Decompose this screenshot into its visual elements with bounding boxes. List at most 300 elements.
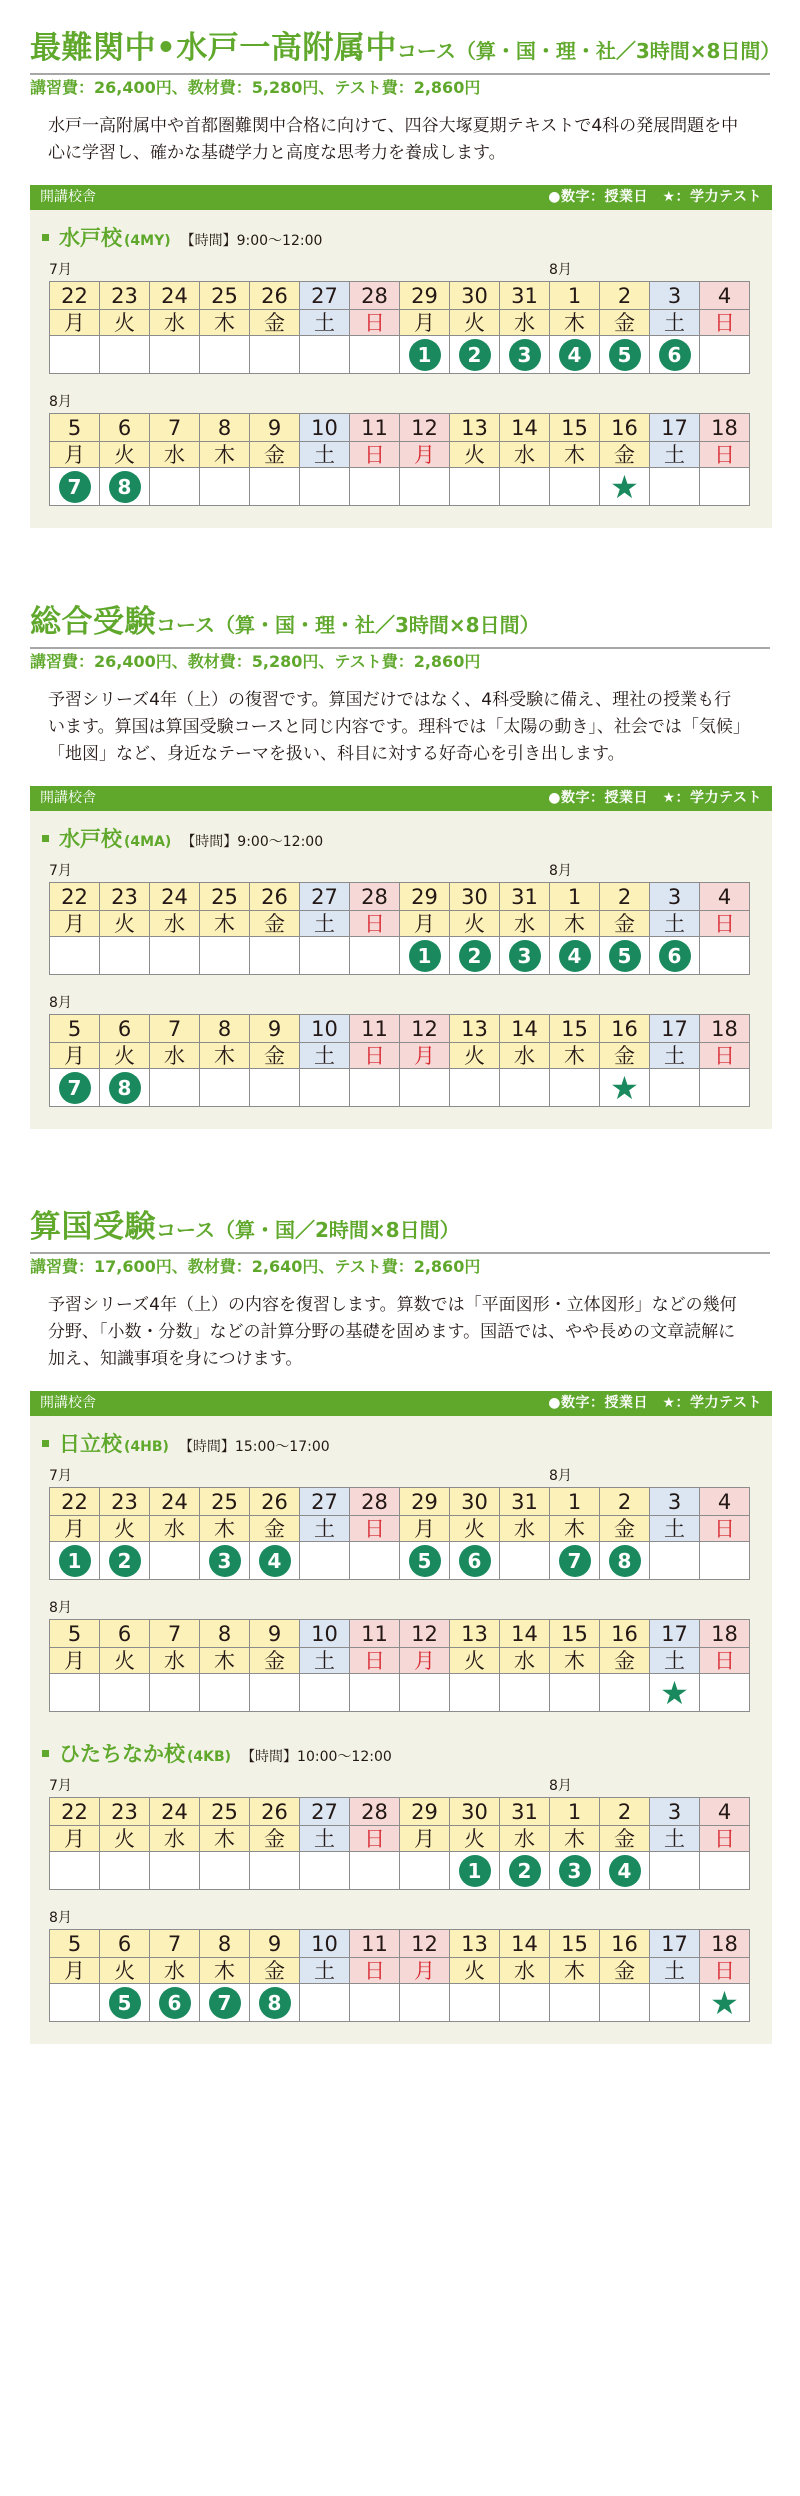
mark-cell	[250, 937, 300, 975]
school-bullet-icon	[42, 1440, 49, 1447]
weekday-cell: 土	[300, 1516, 350, 1542]
mark-cell	[50, 1852, 100, 1890]
month-labels	[49, 392, 772, 413]
calendar-table	[49, 1487, 750, 1580]
school-name: 水戸校	[59, 827, 122, 851]
calendar-table	[49, 1929, 750, 2022]
mark-cell	[200, 336, 250, 374]
mark-cell	[500, 1852, 550, 1890]
month-labels	[49, 861, 772, 882]
date-cell: 28	[350, 1488, 400, 1516]
month-label-august: 8月	[549, 1778, 572, 1794]
mark-cell	[550, 1674, 600, 1712]
date-cell: 29	[400, 1798, 450, 1826]
weekday-row	[50, 1516, 750, 1542]
mark-cell	[350, 468, 400, 506]
class-day-number: 1	[409, 339, 441, 371]
weekday-cell: 火	[100, 1826, 150, 1852]
date-cell: 1	[550, 883, 600, 911]
school-header	[42, 222, 772, 252]
mark-cell	[600, 336, 650, 374]
date-cell: 9	[250, 1620, 300, 1648]
mark-cell	[150, 1852, 200, 1890]
mark-cell	[450, 1069, 500, 1107]
weekday-cell: 水	[150, 1648, 200, 1674]
mark-cell	[100, 336, 150, 374]
calendar-block	[49, 392, 772, 506]
school-header	[42, 1428, 772, 1458]
mark-cell	[600, 1674, 650, 1712]
weekday-cell: 金	[250, 1958, 300, 1984]
date-cell: 29	[400, 282, 450, 310]
weekday-cell: 土	[300, 310, 350, 336]
weekday-cell: 日	[700, 1516, 750, 1542]
weekday-cell: 水	[150, 1826, 200, 1852]
school-hours: 【時間】10:00～12:00	[241, 1749, 392, 1765]
date-cell: 18	[700, 414, 750, 442]
test-star-icon: ★	[610, 1068, 639, 1107]
class-day-number: 1	[409, 940, 441, 972]
mark-cell	[700, 1542, 750, 1580]
weekday-cell: 木	[200, 1516, 250, 1542]
calendar-block	[49, 1908, 772, 2022]
calendar-block	[49, 993, 772, 1107]
panel-label: 開講校舎	[40, 189, 96, 205]
date-cell: 27	[300, 1488, 350, 1516]
weekday-cell: 土	[650, 442, 700, 468]
class-day-number: 5	[109, 1987, 141, 2019]
date-cell: 12	[400, 1620, 450, 1648]
date-cell: 17	[650, 1620, 700, 1648]
mark-cell	[250, 1674, 300, 1712]
mark-cell	[300, 1069, 350, 1107]
weekday-cell: 水	[150, 911, 200, 937]
page	[0, 28, 800, 2044]
weekday-cell: 土	[300, 1648, 350, 1674]
school-hours: 【時間】9:00～12:00	[181, 834, 324, 850]
date-cell: 2	[600, 883, 650, 911]
date-cell: 29	[400, 883, 450, 911]
legend: ●数字：授業日 ★：学力テスト	[548, 1395, 762, 1411]
mark-cell	[50, 1674, 100, 1712]
weekday-cell: 水	[500, 1043, 550, 1069]
weekday-cell: 火	[450, 1826, 500, 1852]
weekday-cell: 月	[400, 1826, 450, 1852]
date-cell: 25	[200, 883, 250, 911]
date-cell: 13	[450, 1015, 500, 1043]
date-row	[50, 1015, 750, 1043]
calendar-table	[49, 1014, 750, 1107]
date-cell: 3	[650, 883, 700, 911]
course-description: 予習シリーズ4年（上）の復習です。算国だけではなく、4科受験に備え、理社の授業も行います。算国は算国受験コースと同じ内容です。理科では「太陽の動き」、社会では「気候」「地図」など、身近なテーマを扱い、科目に対する好奇心を引き出します。	[48, 690, 742, 764]
course-title-sub: コース（算・国・理・社／3時間×8日間）	[156, 613, 540, 637]
weekday-cell: 土	[650, 911, 700, 937]
mark-row	[50, 336, 750, 374]
date-cell: 9	[250, 414, 300, 442]
weekday-cell: 木	[200, 1043, 250, 1069]
class-day-number: 8	[259, 1987, 291, 2019]
date-cell: 14	[500, 414, 550, 442]
mark-cell	[200, 937, 250, 975]
mark-cell	[500, 468, 550, 506]
weekday-cell: 土	[650, 1958, 700, 1984]
date-cell: 25	[200, 1488, 250, 1516]
weekday-cell: 水	[500, 1958, 550, 1984]
mark-cell	[250, 1852, 300, 1890]
mark-cell	[200, 468, 250, 506]
school-name: 水戸校	[59, 226, 122, 250]
mark-cell	[300, 1542, 350, 1580]
date-cell: 17	[650, 1930, 700, 1958]
mark-cell	[250, 1069, 300, 1107]
date-cell: 28	[350, 883, 400, 911]
date-cell: 28	[350, 282, 400, 310]
date-cell: 17	[650, 1015, 700, 1043]
mark-cell	[200, 1542, 250, 1580]
month-labels	[49, 260, 772, 281]
weekday-cell: 木	[550, 1516, 600, 1542]
weekday-cell: 日	[350, 1516, 400, 1542]
mark-cell	[600, 1542, 650, 1580]
date-row	[50, 1930, 750, 1958]
weekday-cell: 木	[200, 442, 250, 468]
weekday-cell: 日	[350, 1648, 400, 1674]
weekday-cell: 金	[600, 1516, 650, 1542]
date-cell: 6	[100, 414, 150, 442]
date-cell: 3	[650, 1798, 700, 1826]
weekday-cell: 月	[50, 1516, 100, 1542]
date-cell: 5	[50, 1930, 100, 1958]
date-cell: 18	[700, 1620, 750, 1648]
date-cell: 15	[550, 1620, 600, 1648]
date-row	[50, 883, 750, 911]
weekday-cell: 土	[650, 1516, 700, 1542]
date-row	[50, 414, 750, 442]
weekday-cell: 金	[600, 1043, 650, 1069]
weekday-cell: 水	[150, 310, 200, 336]
school-hours: 【時間】15:00～17:00	[178, 1439, 330, 1455]
date-cell: 12	[400, 1930, 450, 1958]
date-cell: 9	[250, 1015, 300, 1043]
weekday-cell: 金	[600, 1958, 650, 1984]
weekday-cell: 日	[700, 1043, 750, 1069]
calendar-block	[49, 1776, 772, 1890]
mark-cell	[600, 1852, 650, 1890]
mark-cell	[150, 1542, 200, 1580]
course-title	[30, 602, 770, 645]
date-cell: 26	[250, 1488, 300, 1516]
date-cell: 8	[200, 1930, 250, 1958]
weekday-cell: 日	[350, 310, 400, 336]
date-cell: 30	[450, 282, 500, 310]
schedule-panel	[30, 185, 772, 528]
mark-cell	[300, 937, 350, 975]
weekday-cell: 火	[100, 911, 150, 937]
date-cell: 18	[700, 1015, 750, 1043]
weekday-cell: 火	[100, 442, 150, 468]
school-name: ひたちなか校	[59, 1742, 185, 1766]
weekday-cell: 日	[700, 310, 750, 336]
date-cell: 2	[600, 1798, 650, 1826]
weekday-cell: 日	[700, 911, 750, 937]
weekday-cell: 土	[650, 1043, 700, 1069]
weekday-cell: 日	[350, 1043, 400, 1069]
month-label-august: 8月	[549, 262, 572, 278]
class-day-number: 4	[259, 1545, 291, 1577]
month-label-august: 8月	[49, 1910, 72, 1926]
mark-cell	[500, 1984, 550, 2022]
date-cell: 14	[500, 1930, 550, 1958]
mark-cell	[550, 336, 600, 374]
weekday-cell: 火	[450, 310, 500, 336]
month-labels	[49, 1598, 772, 1619]
mark-cell	[450, 468, 500, 506]
weekday-cell: 火	[450, 442, 500, 468]
date-cell: 4	[700, 1798, 750, 1826]
mark-cell	[300, 1674, 350, 1712]
course-fees: 講習費：26,400円、教材費：5,280円、テスト費：2,860円	[30, 652, 481, 671]
date-cell: 6	[100, 1015, 150, 1043]
panel-label: 開講校舎	[40, 1395, 96, 1411]
mark-cell	[400, 468, 450, 506]
date-cell: 16	[600, 1930, 650, 1958]
date-cell: 1	[550, 1488, 600, 1516]
mark-cell	[150, 1069, 200, 1107]
mark-row	[50, 1852, 750, 1890]
panel-header	[30, 1391, 772, 1416]
calendar-table	[49, 1797, 750, 1890]
date-row	[50, 1488, 750, 1516]
mark-cell	[300, 1852, 350, 1890]
schedule-panel	[30, 1391, 772, 2044]
class-day-number: 4	[609, 1855, 641, 1887]
weekday-cell: 月	[50, 310, 100, 336]
month-label-august: 8月	[49, 394, 72, 410]
mark-cell	[650, 1852, 700, 1890]
date-cell: 13	[450, 1930, 500, 1958]
date-cell: 6	[100, 1620, 150, 1648]
date-cell: 26	[250, 282, 300, 310]
mark-cell	[200, 1674, 250, 1712]
date-cell: 27	[300, 883, 350, 911]
weekday-cell: 金	[600, 1648, 650, 1674]
date-cell: 25	[200, 1798, 250, 1826]
class-day-number: 7	[59, 471, 91, 503]
date-cell: 15	[550, 1930, 600, 1958]
date-cell: 26	[250, 1798, 300, 1826]
date-cell: 31	[500, 1798, 550, 1826]
date-cell: 11	[350, 1930, 400, 1958]
class-day-number: 3	[509, 940, 541, 972]
weekday-cell: 月	[400, 310, 450, 336]
class-day-number: 2	[509, 1855, 541, 1887]
mark-cell	[100, 1674, 150, 1712]
date-cell: 31	[500, 883, 550, 911]
weekday-cell: 木	[200, 1826, 250, 1852]
mark-cell	[700, 336, 750, 374]
weekday-cell: 土	[300, 1043, 350, 1069]
weekday-cell: 水	[500, 911, 550, 937]
class-day-number: 2	[459, 940, 491, 972]
course-description: 予習シリーズ4年（上）の内容を復習します。算数では「平面図形・立体図形」などの幾何分野、「小数・分数」などの計算分野の基礎を固めます。国語では、やや長めの文章読解に加え、知識事項を身につけます。	[48, 1295, 737, 1369]
date-cell: 22	[50, 282, 100, 310]
date-cell: 18	[700, 1930, 750, 1958]
panel-header	[30, 786, 772, 811]
title-divider	[30, 1252, 770, 1254]
class-day-number: 1	[459, 1855, 491, 1887]
date-cell: 10	[300, 1620, 350, 1648]
mark-cell	[550, 1852, 600, 1890]
class-day-number: 5	[609, 339, 641, 371]
course-title-main: 最難関中•水戸一高附属中	[30, 30, 397, 66]
mark-cell	[50, 937, 100, 975]
schedule-panel	[30, 786, 772, 1129]
weekday-cell: 火	[100, 310, 150, 336]
class-day-number: 3	[209, 1545, 241, 1577]
date-cell: 24	[150, 883, 200, 911]
date-cell: 24	[150, 282, 200, 310]
weekday-cell: 金	[250, 911, 300, 937]
weekday-cell: 月	[400, 1043, 450, 1069]
class-day-number: 8	[109, 1072, 141, 1104]
mark-cell	[650, 468, 700, 506]
date-cell: 9	[250, 1930, 300, 1958]
weekday-cell: 木	[200, 310, 250, 336]
school-name: 日立校	[59, 1432, 122, 1456]
calendar-block	[49, 1466, 772, 1580]
mark-cell	[350, 937, 400, 975]
mark-cell	[650, 1542, 700, 1580]
mark-cell	[650, 1069, 700, 1107]
weekday-cell: 水	[500, 1648, 550, 1674]
course-section	[0, 1207, 800, 2044]
mark-cell	[100, 1984, 150, 2022]
mark-cell	[400, 1069, 450, 1107]
weekday-cell: 金	[600, 1826, 650, 1852]
course-fees: 講習費：17,600円、教材費：2,640円、テスト費：2,860円	[30, 1257, 481, 1276]
weekday-cell: 火	[450, 911, 500, 937]
weekday-cell: 水	[500, 1826, 550, 1852]
weekday-cell: 木	[550, 1043, 600, 1069]
mark-cell	[100, 468, 150, 506]
weekday-cell: 土	[650, 1826, 700, 1852]
mark-cell	[700, 1852, 750, 1890]
mark-row	[50, 937, 750, 975]
weekday-cell: 木	[550, 1958, 600, 1984]
month-labels	[49, 1776, 772, 1797]
date-cell: 30	[450, 1798, 500, 1826]
mark-cell	[400, 1852, 450, 1890]
date-cell: 31	[500, 282, 550, 310]
weekday-cell: 火	[450, 1043, 500, 1069]
date-cell: 11	[350, 1620, 400, 1648]
date-cell: 10	[300, 1930, 350, 1958]
weekday-cell: 月	[400, 911, 450, 937]
date-cell: 1	[550, 1798, 600, 1826]
weekday-cell: 日	[350, 911, 400, 937]
date-cell: 24	[150, 1798, 200, 1826]
weekday-cell: 土	[300, 1826, 350, 1852]
school-header	[42, 823, 772, 853]
mark-cell	[350, 336, 400, 374]
school-header	[42, 1738, 772, 1768]
date-cell: 5	[50, 414, 100, 442]
class-day-number: 3	[559, 1855, 591, 1887]
weekday-cell: 日	[700, 1826, 750, 1852]
date-cell: 3	[650, 1488, 700, 1516]
mark-cell	[150, 468, 200, 506]
mark-cell	[450, 1984, 500, 2022]
mark-cell	[250, 468, 300, 506]
class-day-number: 2	[459, 339, 491, 371]
mark-cell	[150, 937, 200, 975]
date-cell: 4	[700, 282, 750, 310]
course-fees: 講習費：26,400円、教材費：5,280円、テスト費：2,860円	[30, 78, 481, 97]
date-cell: 8	[200, 414, 250, 442]
class-day-number: 4	[559, 339, 591, 371]
weekday-cell: 水	[150, 1958, 200, 1984]
date-cell: 13	[450, 1620, 500, 1648]
date-row	[50, 1620, 750, 1648]
mark-cell	[50, 1984, 100, 2022]
date-cell: 7	[150, 1930, 200, 1958]
course-section	[0, 28, 800, 528]
mark-cell	[500, 1542, 550, 1580]
weekday-cell: 日	[700, 1648, 750, 1674]
date-cell: 4	[700, 883, 750, 911]
date-cell: 22	[50, 1488, 100, 1516]
mark-cell	[450, 336, 500, 374]
month-labels	[49, 1466, 772, 1487]
date-cell: 7	[150, 1015, 200, 1043]
school-code: (4KB)	[187, 1749, 232, 1765]
weekday-cell: 木	[200, 1958, 250, 1984]
mark-cell	[50, 1069, 100, 1107]
class-day-number: 6	[659, 940, 691, 972]
school-code: (4MY)	[124, 233, 171, 249]
mark-cell	[600, 468, 650, 506]
date-cell: 30	[450, 883, 500, 911]
month-labels	[49, 1908, 772, 1929]
date-cell: 2	[600, 282, 650, 310]
weekday-cell: 月	[400, 442, 450, 468]
course-title	[30, 1207, 770, 1250]
panel-label: 開講校舎	[40, 790, 96, 806]
weekday-cell: 火	[450, 1516, 500, 1542]
date-cell: 30	[450, 1488, 500, 1516]
weekday-cell: 水	[150, 1516, 200, 1542]
month-label-july: 7月	[49, 262, 72, 278]
date-cell: 5	[50, 1620, 100, 1648]
date-cell: 3	[650, 282, 700, 310]
date-cell: 15	[550, 414, 600, 442]
course-title-main: 総合受験	[30, 604, 156, 640]
weekday-cell: 火	[100, 1043, 150, 1069]
month-label-august: 8月	[549, 1468, 572, 1484]
mark-cell	[300, 336, 350, 374]
mark-cell	[550, 1542, 600, 1580]
weekday-cell: 水	[150, 1043, 200, 1069]
mark-cell	[550, 1984, 600, 2022]
panel-header	[30, 185, 772, 210]
mark-cell	[100, 1852, 150, 1890]
weekday-cell: 火	[100, 1958, 150, 1984]
weekday-cell: 木	[200, 911, 250, 937]
date-cell: 25	[200, 282, 250, 310]
weekday-cell: 日	[350, 442, 400, 468]
weekday-cell: 日	[350, 1826, 400, 1852]
date-cell: 16	[600, 414, 650, 442]
